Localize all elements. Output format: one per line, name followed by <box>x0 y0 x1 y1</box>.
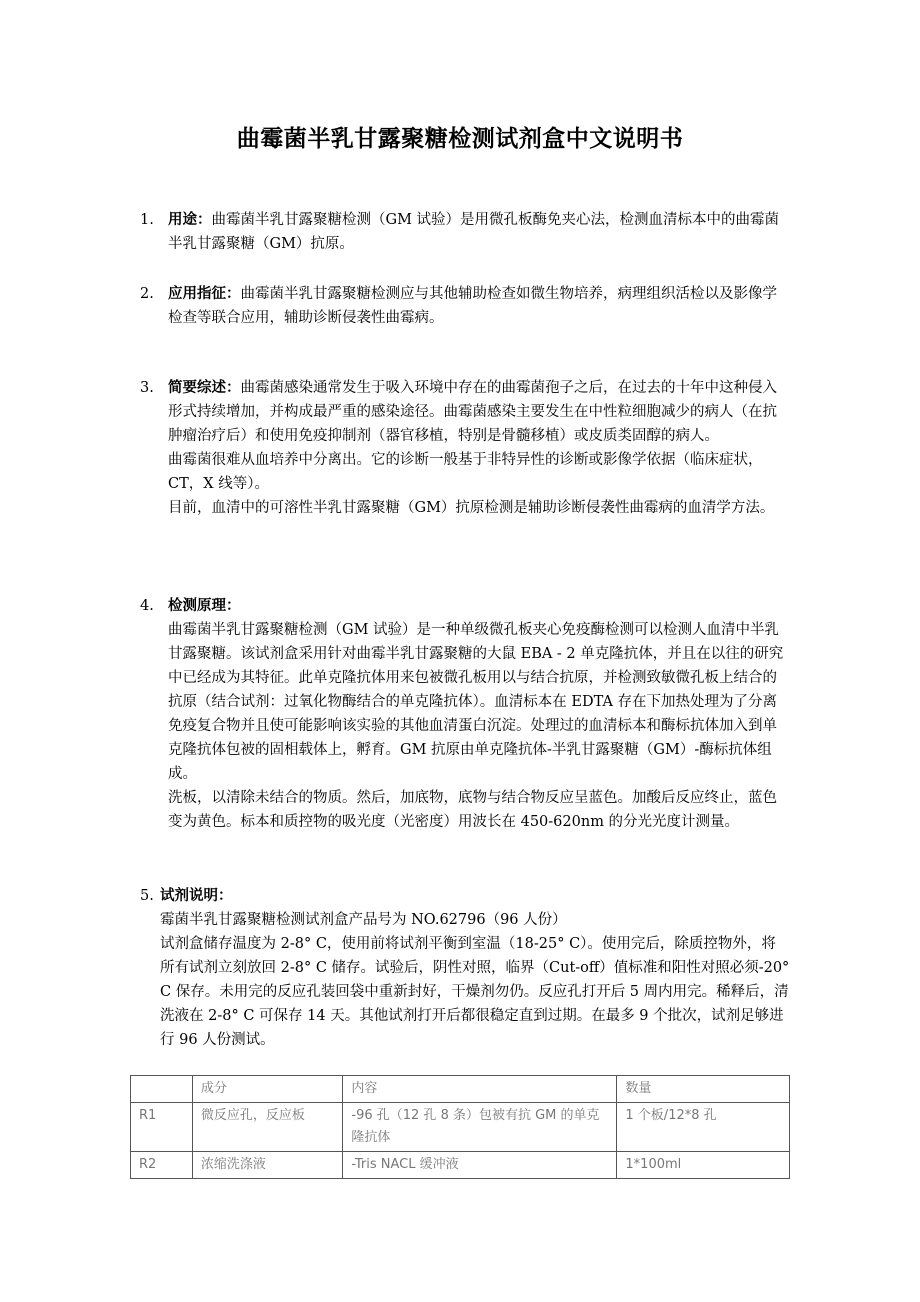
section-paragraph: 试剂盒储存温度为 2-8° C，使用前将试剂平衡到室温（18-25° C）。使用完后，除质控物外，将所有试剂立刻放回 2-8° C 储存。试验后，阴性对照，临界（Cut-off）值标准和阳性对照必须-20° C 保存。未用完的反应孔装回袋中重新封好，干燥剂勿仍。反应孔打开后 5 周内用完。稀释后，清洗液在 2-8° C 可保存 14 天。其他试剂打开后都很稳定直到过期。在最多 9 个批次，试剂足够进行 96 人份测试。 <box>160 936 790 1048</box>
section-paragraph: 目前，血清中的可溶性半乳甘露聚糖（GM）抗原检测是辅助诊断侵袭性曲霉病的血清学方法。 <box>168 500 775 516</box>
table-row <box>131 1152 790 1179</box>
section-paragraph: 曲霉菌很难从血培养中分离出。它的诊断一般基于非特异性的诊断或影像学依据（临床症状，CT，X 线等）。 <box>168 452 763 492</box>
table-cell: 微反应孔，反应板 <box>192 1103 343 1152</box>
reagent-table <box>130 1075 790 1179</box>
section-number: 2. <box>140 286 154 302</box>
section-usage: 1. 用途：曲霉菌半乳甘露聚糖检测（GM 试验）是用微孔板酶免夹心法，检测血清标本中的曲霉菌半乳甘露聚糖（GM）抗原。 <box>140 208 790 256</box>
table-row <box>131 1103 790 1152</box>
table-header-cell: 内容 <box>343 1076 617 1103</box>
table-cell: 浓缩洗涤液 <box>192 1152 343 1179</box>
table-cell: R1 <box>131 1103 193 1152</box>
table-cell: -96 孔（12 孔 8 条）包被有抗 GM 的单克隆抗体 <box>343 1103 617 1152</box>
section-number: 4. <box>140 598 154 614</box>
section-heading: 简要综述 <box>168 379 226 396</box>
section-heading: 用途 <box>168 211 197 228</box>
section-heading: 检测原理 <box>168 597 226 614</box>
table-cell: -Tris NACL 缓冲液 <box>343 1152 617 1179</box>
section-heading: 应用指征 <box>168 285 226 302</box>
section-paragraph: 曲霉菌感染通常发生于吸入环境中存在的曲霉菌孢子之后，在过去的十年中这种侵入形式持续增加，并构成最严重的感染途径。曲霉菌感染主要发生在中性粒细胞减少的病人（在抗肿瘤治疗后）和使用免疫抑制剂（器官移植，特别是骨髓移植）或皮质类固醇的病人。 <box>168 380 777 444</box>
section-paragraph: 曲霉菌半乳甘露聚糖检测（GM 试验）是用微孔板酶免夹心法，检测血清标本中的曲霉菌半乳甘露聚糖（GM）抗原。 <box>168 212 780 252</box>
section-indication: 2. 应用指征：曲霉菌半乳甘露聚糖检测应与其他辅助检查如微生物培养，病理组织活检以及影像学检查等联合应用，辅助诊断侵袭性曲霉病。 <box>140 282 790 330</box>
section-overview: 3. 简要综述：曲霉菌感染通常发生于吸入环境中存在的曲霉菌孢子之后，在过去的十年中这种侵入形式持续增加，并构成最严重的感染途径。曲霉菌感染主要发生在中性粒细胞减少的病人（在抗肿瘤治疗后）和使用免疫抑制剂（器官移植，特别是骨髓移植）或皮质类固醇的病人。 曲霉菌很难从血培养中分离出。它的诊断一般基于非特异性的诊断或影像学依据（临床症状，CT，X 线等）。 目前，血清中的可溶性半乳甘露聚糖（GM）抗原检测是辅助诊断侵袭性曲霉病的血清学方法。 <box>140 376 790 520</box>
table-header-row <box>131 1076 790 1103</box>
section-heading: 试剂说明 <box>160 887 218 904</box>
table-cell: 1 个板/12*8 孔 <box>617 1103 790 1152</box>
section-number: 5. <box>140 888 154 904</box>
section-number: 3. <box>140 380 154 396</box>
table-header-cell: 数量 <box>617 1076 790 1103</box>
table-cell: R2 <box>131 1152 193 1179</box>
table-header-cell: 成分 <box>192 1076 343 1103</box>
section-principle: 4. 检测原理： 曲霉菌半乳甘露聚糖检测（GM 试验）是一种单级微孔板夹心免疫酶检测可以检测人血清中半乳甘露聚糖。该试剂盒采用针对曲霉半乳甘露聚糖的大鼠 EBA - 2 单克隆抗体，并且在以往的研究中已经成为其特征。此单克隆抗体用来包被微孔板用以与结合抗原，并检测致敏微孔板上结合的抗原（结合试剂：过氧化物酶结合的单克隆抗体）。血清标本在 EDTA 存在下加热处理为了分离免疫复合物并且使可能影响该实验的其他血清蛋白沉淀。处理过的血清标本和酶标抗体加入到单克隆抗体包被的固相载体上，孵育。GM 抗原由单克隆抗体-半乳甘露聚糖（GM）-酶标抗体组成。 洗板，以清除未结合的物质。然后，加底物，底物与结合物反应呈蓝色。加酸后反应终止，蓝色变为黄色。标本和质控物的吸光度（光密度）用波长在 450-620nm 的分光光度计测量。 <box>140 594 790 834</box>
table-cell: 1*100ml <box>617 1152 790 1179</box>
section-reagents: 5. 试剂说明： 霉菌半乳甘露聚糖检测试剂盒产品号为 NO.62796（96 人份） 试剂盒储存温度为 2-8° C，使用前将试剂平衡到室温（18-25° C）。使用完后，除质控物外，将所有试剂立刻放回 2-8° C 储存。试验后，阴性对照，临界（Cut-off）值标准和阳性对照必须-20° C 保存。未用完的反应孔装回袋中重新封好，干燥剂勿仍。反应孔打开后 5 周内用完。稀释后，清洗液在 2-8° C 可保存 14 天。其他试剂打开后都很稳定直到过期。在最多 9 个批次，试剂足够进行 96 人份测试。 <box>140 884 790 1052</box>
document-title: 曲霉菌半乳甘露聚糖检测试剂盒中文说明书 <box>236 125 684 152</box>
section-number: 1. <box>140 212 154 228</box>
section-paragraph: 霉菌半乳甘露聚糖检测试剂盒产品号为 NO.62796（96 人份） <box>160 912 567 928</box>
table-header-cell <box>131 1076 193 1103</box>
section-paragraph: 曲霉菌半乳甘露聚糖检测（GM 试验）是一种单级微孔板夹心免疫酶检测可以检测人血清中半乳甘露聚糖。该试剂盒采用针对曲霉半乳甘露聚糖的大鼠 EBA - 2 单克隆抗体，并且在以往的研究中已经成为其特征。此单克隆抗体用来包被微孔板用以与结合抗原，并检测致敏微孔板上结合的抗原（结合试剂：过氧化物酶结合的单克隆抗体）。血清标本在 EDTA 存在下加热处理为了分离免疫复合物并且使可能影响该实验的其他血清蛋白沉淀。处理过的血清标本和酶标抗体加入到单克隆抗体包被的固相载体上，孵育。GM 抗原由单克隆抗体-半乳甘露聚糖（GM）-酶标抗体组成。 <box>168 622 784 782</box>
section-paragraph: 洗板，以清除未结合的物质。然后，加底物，底物与结合物反应呈蓝色。加酸后反应终止，蓝色变为黄色。标本和质控物的吸光度（光密度）用波长在 450-620nm 的分光光度计测量。 <box>168 790 777 830</box>
section-paragraph: 曲霉菌半乳甘露聚糖检测应与其他辅助检查如微生物培养，病理组织活检以及影像学检查等联合应用，辅助诊断侵袭性曲霉病。 <box>168 286 777 326</box>
